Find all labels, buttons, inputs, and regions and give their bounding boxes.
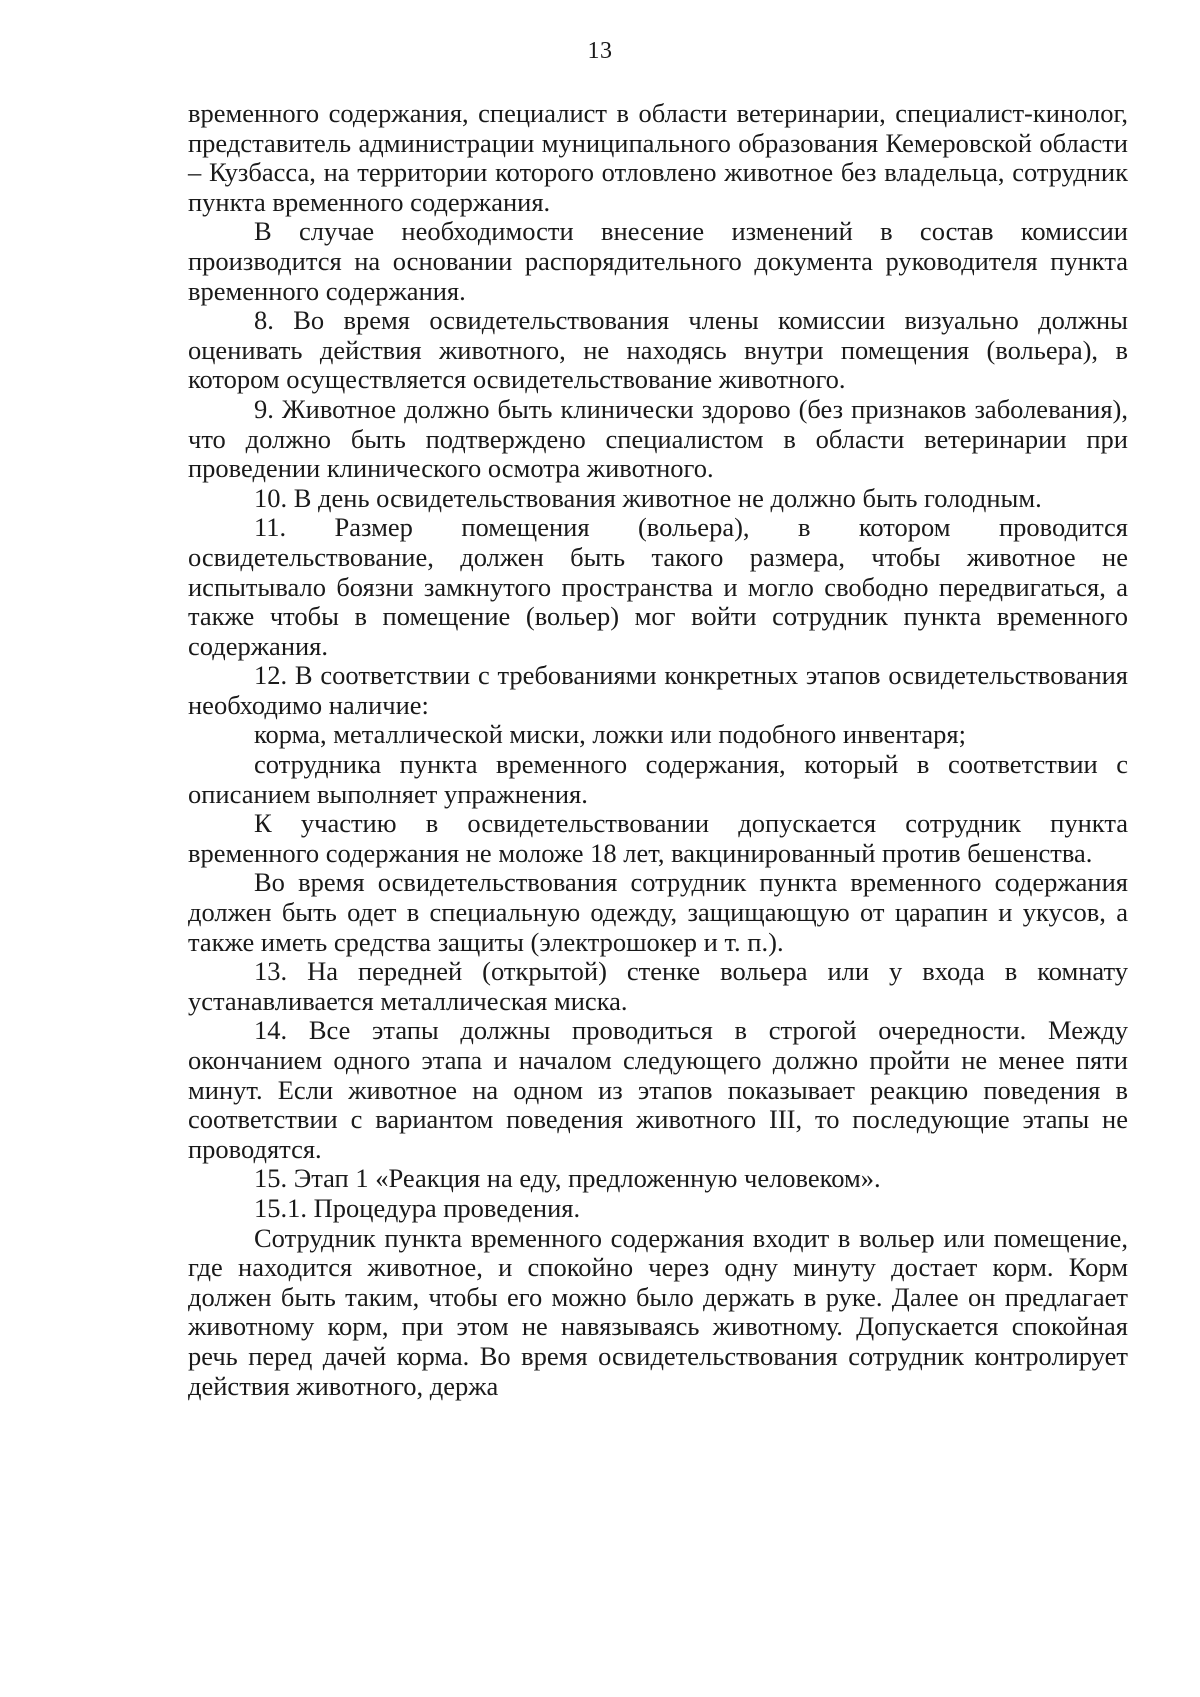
paragraph-staff-requirements: К участию в освидетельствовании допускается сотрудник пункта временного содержания не моложе 18 лет, вакцинированный против бешенства. [188,808,1128,868]
document-body [188,99,1128,1401]
paragraph-commission-members: временного содержания, специалист в области ветеринарии, специалист-кинолог, представитель администрации муниципального образования Кемеровской области – Кузбасса, на территории которого отловлено животное без владельца, сотрудник пункта временного содержания. [188,98,1128,217]
paragraph-item-12: 12. В соответствии с требованиями конкретных этапов освидетельствования необходимо наличие: [188,660,1128,720]
paragraph-commission-changes: В случае необходимости внесение изменений в состав комиссии производится на основании распорядительного документа руководителя пункта временного содержания. [188,216,1128,306]
paragraph-item-15-heading: 15. Этап 1 «Реакция на еду, предложенную человеком». [254,1163,881,1194]
paragraph-procedure: Сотрудник пункта временного содержания входит в вольер или помещение, где находится животное, и спокойно через одну минуту достает корм. Корм должен быть таким, чтобы его можно было держать в руке. Далее он предлагает животному корм, при этом не навязываясь животному. Допускается спокойная речь перед дачей корма. Во время освидетельствования сотрудник контролирует действия животного, держа [188,1222,1128,1401]
paragraph-item-8: 8. Во время освидетельствования члены комиссии визуально должны оценивать действия животного, не находясь внутри помещения (вольера), в котором осуществляется освидетельствование животного. [188,305,1128,395]
paragraph-item-10: 10. В день освидетельствования животное не должно быть голодным. [254,482,1042,513]
paragraph-item-9: 9. Животное должно быть клинически здорово (без признаков заболевания), что должно быть подтверждено специалистом в области ветеринарии при проведении клинического осмотра животного. [188,393,1128,484]
paragraph-item-14: 14. Все этапы должны проводиться в строгой очередности. Между окончанием одного этапа и началом следующего должно пройти не менее пяти минут. Если животное на одном из этапов показывает реакцию поведения в соответствии с вариантом поведения животного III, то последующие этапы не проводятся. [188,1015,1128,1164]
paragraph-item-13: 13. На передней (открытой) стенке вольера или у входа в комнату устанавливается металлическая миска. [188,956,1128,1016]
paragraph-item-15-1-heading: 15.1. Процедура проведения. [254,1192,581,1223]
paragraph-item-12-staff: сотрудника пункта временного содержания, который в соответствии с описанием выполняет упражнения. [188,749,1128,809]
paragraph-staff-protection: Во время освидетельствования сотрудник пункта временного содержания должен быть одет в специальную одежду, защищающую от царапин и укусов, а также иметь средства защиты (электрошокер и т. п.). [188,867,1128,957]
page-number: 13 [587,38,613,64]
paragraph-item-12-food: корма, металлической миски, ложки или подобного инвентаря; [254,719,966,750]
paragraph-item-11: 11. Размер помещения (вольера), в котором проводится освидетельствование, должен быть такого размера, чтобы животное не испытывало боязни замкнутого пространства и могло свободно передвигаться, а также чтобы в помещение (вольер) мог войти сотрудник пункта временного содержания. [188,512,1128,661]
